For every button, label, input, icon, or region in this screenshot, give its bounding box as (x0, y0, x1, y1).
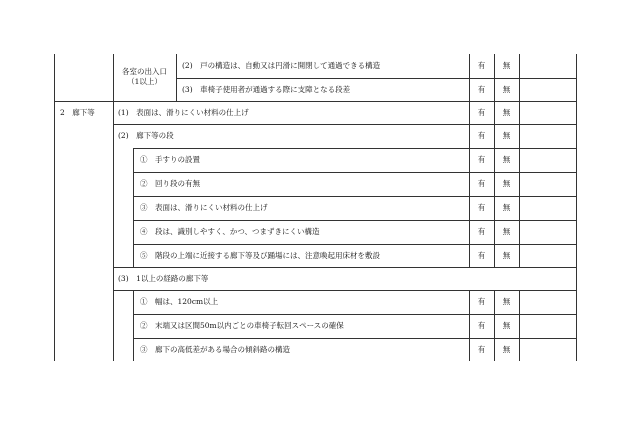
section2-item-3-heading: (3) 1以上の経路の廊下等 (118, 274, 209, 283)
no-mark: 無 (502, 131, 511, 140)
subitem-handrail: ① 手すりの設置 (140, 155, 200, 164)
subitem-ramp: ③ 廊下の高低差がある場合の傾斜路の構造 (140, 345, 290, 354)
section2-item-2-heading: (2) 廊下等の段 (118, 131, 174, 140)
yes-mark: 有 (477, 131, 486, 140)
row-line (133, 220, 576, 221)
no-mark: 無 (502, 227, 511, 236)
row-line (113, 124, 576, 125)
row-line (133, 244, 576, 245)
row-line (133, 172, 576, 173)
row-line (176, 78, 576, 79)
section1-label: 各室の出入口 （1以上） (122, 67, 167, 86)
subitem-warning-floor: ⑤ 階段の上端に近接する廊下等及び踊場には、注意喚起用床材を敷設 (140, 251, 380, 260)
col-divider-subitem-2 (133, 290, 134, 361)
section1-item-3: (3) 車椅子使用者が通過する際に支障となる段差 (182, 85, 351, 94)
no-mark: 無 (502, 108, 511, 117)
row-line (133, 314, 576, 315)
subitem-surface: ③ 表面は、滑りにくい材料の仕上げ (140, 203, 268, 212)
no-mark: 無 (502, 345, 511, 354)
col-divider-remarks (519, 54, 520, 268)
section2-label: 2 廊下等 (60, 108, 95, 117)
no-mark: 無 (502, 203, 511, 212)
row-line (133, 338, 576, 339)
subitem-winding-steps: ② 回り段の有無 (140, 179, 200, 188)
yes-mark: 有 (477, 227, 486, 236)
row-line (133, 196, 576, 197)
no-mark: 無 (502, 85, 511, 94)
subitem-step-structure: ④ 段は、識別しやすく、かつ、つまずきにくい構造 (140, 227, 320, 236)
yes-mark: 有 (477, 155, 486, 164)
yes-mark: 有 (477, 321, 486, 330)
section2-item-1: (1) 表面は、滑りにくい材料の仕上げ (118, 108, 249, 117)
subitem-turning-space: ② 末端又は区間50m以内ごとの車椅子転回スペースの確保 (140, 321, 344, 330)
row-line (54, 101, 576, 102)
no-mark: 無 (502, 61, 511, 70)
section1-item-2: (2) 戸の構造は、自動又は円滑に開閉して通過できる構造 (182, 61, 381, 70)
yes-mark: 有 (477, 108, 486, 117)
yes-mark: 有 (477, 297, 486, 306)
yes-mark: 有 (477, 345, 486, 354)
yes-mark: 有 (477, 179, 486, 188)
col-divider-subitem (133, 148, 134, 267)
row-line (113, 290, 576, 291)
no-mark: 無 (502, 321, 511, 330)
yes-mark: 有 (477, 61, 486, 70)
col-divider-remarks-2 (519, 290, 520, 361)
row-line (133, 148, 576, 149)
table-border-right (576, 54, 577, 361)
yes-mark: 有 (477, 203, 486, 212)
no-mark: 無 (502, 251, 511, 260)
subitem-width: ① 幅は、120cm以上 (140, 297, 219, 306)
row-line (113, 267, 576, 268)
yes-mark: 有 (477, 85, 486, 94)
no-mark: 無 (502, 179, 511, 188)
yes-mark: 有 (477, 251, 486, 260)
no-mark: 無 (502, 155, 511, 164)
no-mark: 無 (502, 297, 511, 306)
